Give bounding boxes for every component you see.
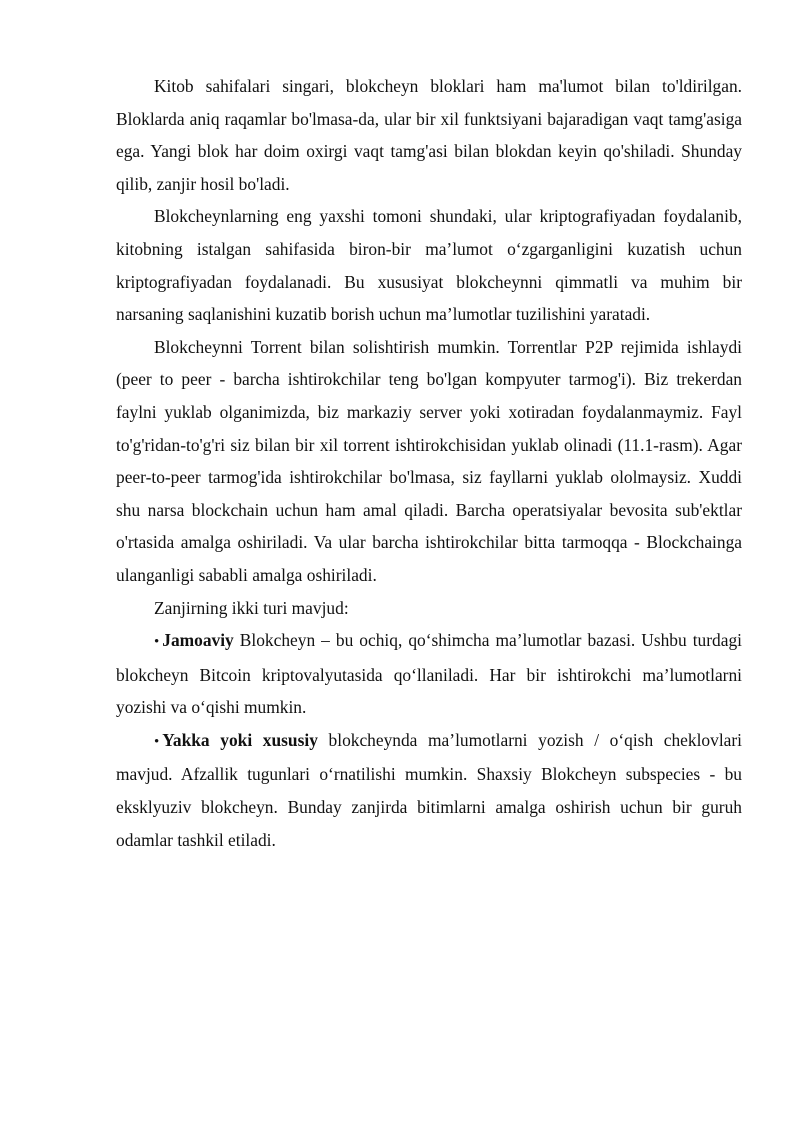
bullet-marker: •	[154, 733, 160, 750]
paragraph-blocks-timestamp: Kitob sahifalari singari, blokcheyn bloklari ham ma'lumot bilan to'ldirilgan. Bloklarda aniq raqamlar bo'lmasa-da, ular bir xil funktsiyani bajaradigan vaqt tamg'asiga ega. Yangi blok har doim oxirgi vaqt tamg'asi bilan blokdan keyin qo'shiladi. Shunday qilib, zanjir hosil bo'ladi.	[116, 76, 742, 194]
bullet-text-private: blokcheynda ma’lumotlarni yozish / o‘qish cheklovlari mavjud. Afzallik tugunlari o‘rnatilishi mumkin. Shaxsiy Blokcheyn subspecies - bu eksklyuziv blokcheyn. Bunday zanjirda bitimlarni amalga oshirish uchun bir guruh odamlar tashkil etiladi.	[116, 729, 742, 850]
paragraph-torrent-comparison: Blokcheynni Torrent bilan solishtirish mumkin. Torrentlar P2P rejimida ishlaydi (peer to peer - barcha ishtirokchilar teng bo'lgan kompyuter tarmog'i). Biz trekerdan faylni yuklab olganimizda, biz markaziy server yoki xotiradan foydalanmaymiz. Fayl to'g'ridan-to'g'ri siz bilan bir xil torrent ishtirokchisidan yuklab olinadi (11.1-rasm). Agar peer-to-peer tarmog'ida ishtirokchilar bo'lmasa, siz fayllarni yuklab ololmaysiz. Xuddi shu narsa blockchain uchun ham amal qiladi. Barcha operatsiyalar bevosita sub'ektlar o'rtasida amalga oshiriladi. Va ular barcha ishtirokchilar bitta tarmoqqa - Blockchainga ulanganligi sababli amalga oshiriladi.	[116, 336, 742, 585]
paragraph-cryptography: Blokcheynlarning eng yaxshi tomoni shundaki, ular kriptografiyadan foydalanib, kitobning istalgan sahifasida biron-bir ma’lumot o‘zgarganligini kuzatish uchun kriptografiyadan foydalanadi. Bu xususiyat blokcheynni qimmatli va muhim bir narsaning saqlanishini kuzatib borish uchun ma’lumotlar tuzilishini yaratadi.	[116, 206, 742, 325]
bullet-term-private: Yakka yoki xususiy	[162, 729, 318, 750]
bullet-item-private	[116, 724, 742, 856]
bullet-text-public: Blokcheyn – bu ochiq, qo‘shimcha ma’lumotlar bazasi. Ushbu turdagi blokcheyn Bitcoin kriptovalyutasida qo‘llaniladi. Har bir ishtirokchi ma’lumotlarni yozishi va o‘qishi mumkin.	[116, 630, 742, 718]
bullet-term-public: Jamoaviy	[162, 630, 234, 651]
bullet-item-public	[116, 624, 742, 724]
paragraph-chain-types-intro: Zanjirning ikki turi mavjud:	[154, 597, 349, 618]
bullet-marker: •	[154, 634, 160, 651]
document-page	[116, 70, 742, 856]
